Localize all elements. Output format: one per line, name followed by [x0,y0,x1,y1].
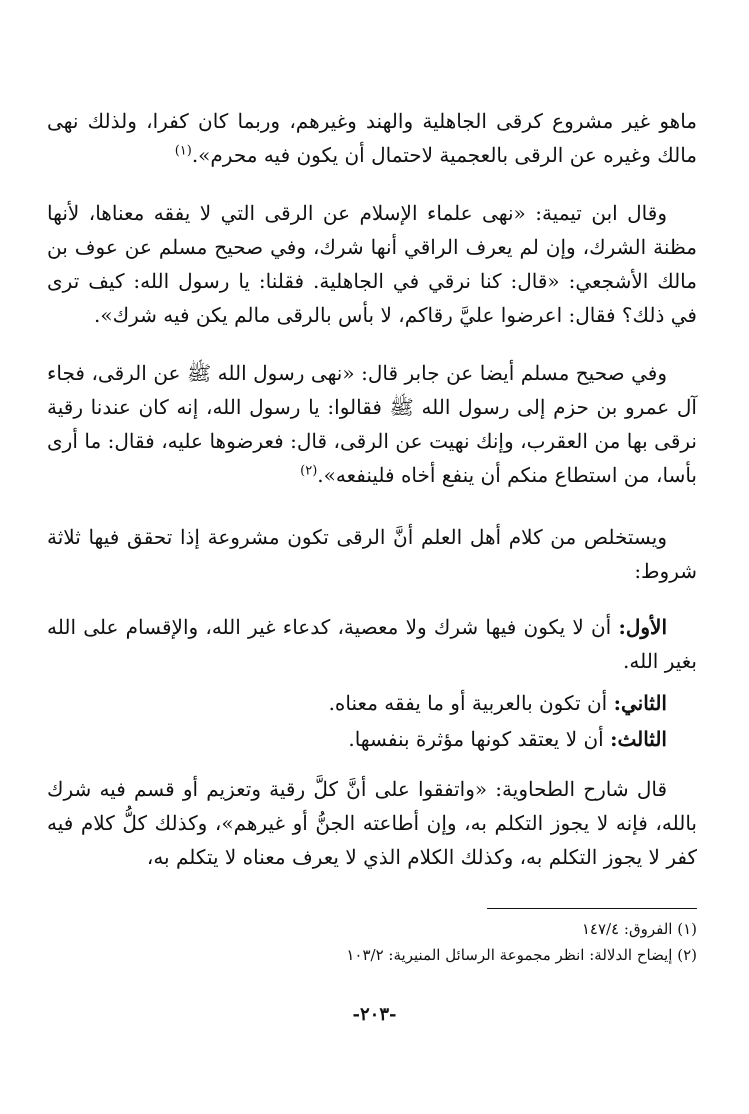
footnote-1: (١) الفروق: ١٤٧/٤ [581,920,697,938]
paragraph-3 [47,356,697,492]
paragraph-4 [47,520,697,588]
footnote-2: (٢) إيضاح الدلالة: انظر مجموعة الرسائل المنيرية: ١٠٣/٢ [346,946,697,964]
paragraph-final-text: قال شارح الطحاوية: «واتفقوا على أنَّ كلَّ رقية وتعزيم أو قسم فيه شرك بالله، فإنه لا يجوز التكلم به، وإن أطاعته الجنُّ أو غيرهم»، وكذلك كلُّ كلام فيه كفر لا يجوز التكلم به، وكذلك الكلام الذي لا يعرف معناه لا يتكلم به، [47,777,697,869]
footnote-ref-2: (٢) [300,463,318,479]
condition-first-label: الأول: [618,615,668,639]
paragraph-3-text: وفي صحيح مسلم أيضا عن جابر قال: «نهى رسول الله ﷺ عن الرقى، فجاء آل عمرو بن حزم إلى رسول الله ﷺ فقالوا: يا رسول الله، إنه كان عندنا رقية نرقى بها من العقرب، وإنك نهيت عن الرقى، قال: فعرضوها عليه، فقال: ما أرى بأسا، من استطاع منكم أن ينفع أخاه فلينفعه». [47,361,697,487]
footnote-divider [487,908,697,909]
condition-first [47,610,697,678]
footnote-ref-1: (١) [174,143,192,159]
condition-third [47,722,697,756]
condition-second-text: أن تكون بالعربية أو ما يفقه معناه. [328,691,608,715]
paragraph-1 [47,104,697,172]
condition-second [47,686,697,720]
paragraph-1-text: ماهو غير مشروع كرقى الجاهلية والهند وغيرهم، وربما كان كفرا، ولذلك نهى مالك وغيره عن الرقى بالعجمية لاحتمال أن يكون فيه محرم». [47,109,698,167]
condition-second-label: الثاني: [613,691,667,715]
paragraph-final [47,772,697,874]
paragraph-2-text: وقال ابن تيمية: «نهى علماء الإسلام عن الرقى التي لا يفقه معناها، لأنها مظنة الشرك، وإن لم يعرف الراقي أنها شرك، وفي صحيح مسلم عن عوف بن مالك الأشجعي: «قال: كنا نرقي في الجاهلية. فقلنا: يا رسول الله: كيف ترى في ذلك؟ فقال: اعرضوا عليَّ رقاكم، لا بأس بالرقى مالم يكن فيه شرك». [47,201,697,327]
condition-third-label: الثالث: [610,727,667,751]
footnotes [47,916,697,968]
paragraph-2 [47,196,697,332]
page-number: -٢٠٣- [352,1004,397,1025]
condition-first-text: أن لا يكون فيها شرك ولا معصية، كدعاء غير الله، والإقسام على الله بغير الله. [47,615,697,673]
condition-third-text: أن لا يعتقد كونها مؤثرة بنفسها. [348,727,604,751]
paragraph-4-text: ويستخلص من كلام أهل العلم أنَّ الرقى تكون مشروعة إذا تحقق فيها ثلاثة شروط: [47,525,697,583]
